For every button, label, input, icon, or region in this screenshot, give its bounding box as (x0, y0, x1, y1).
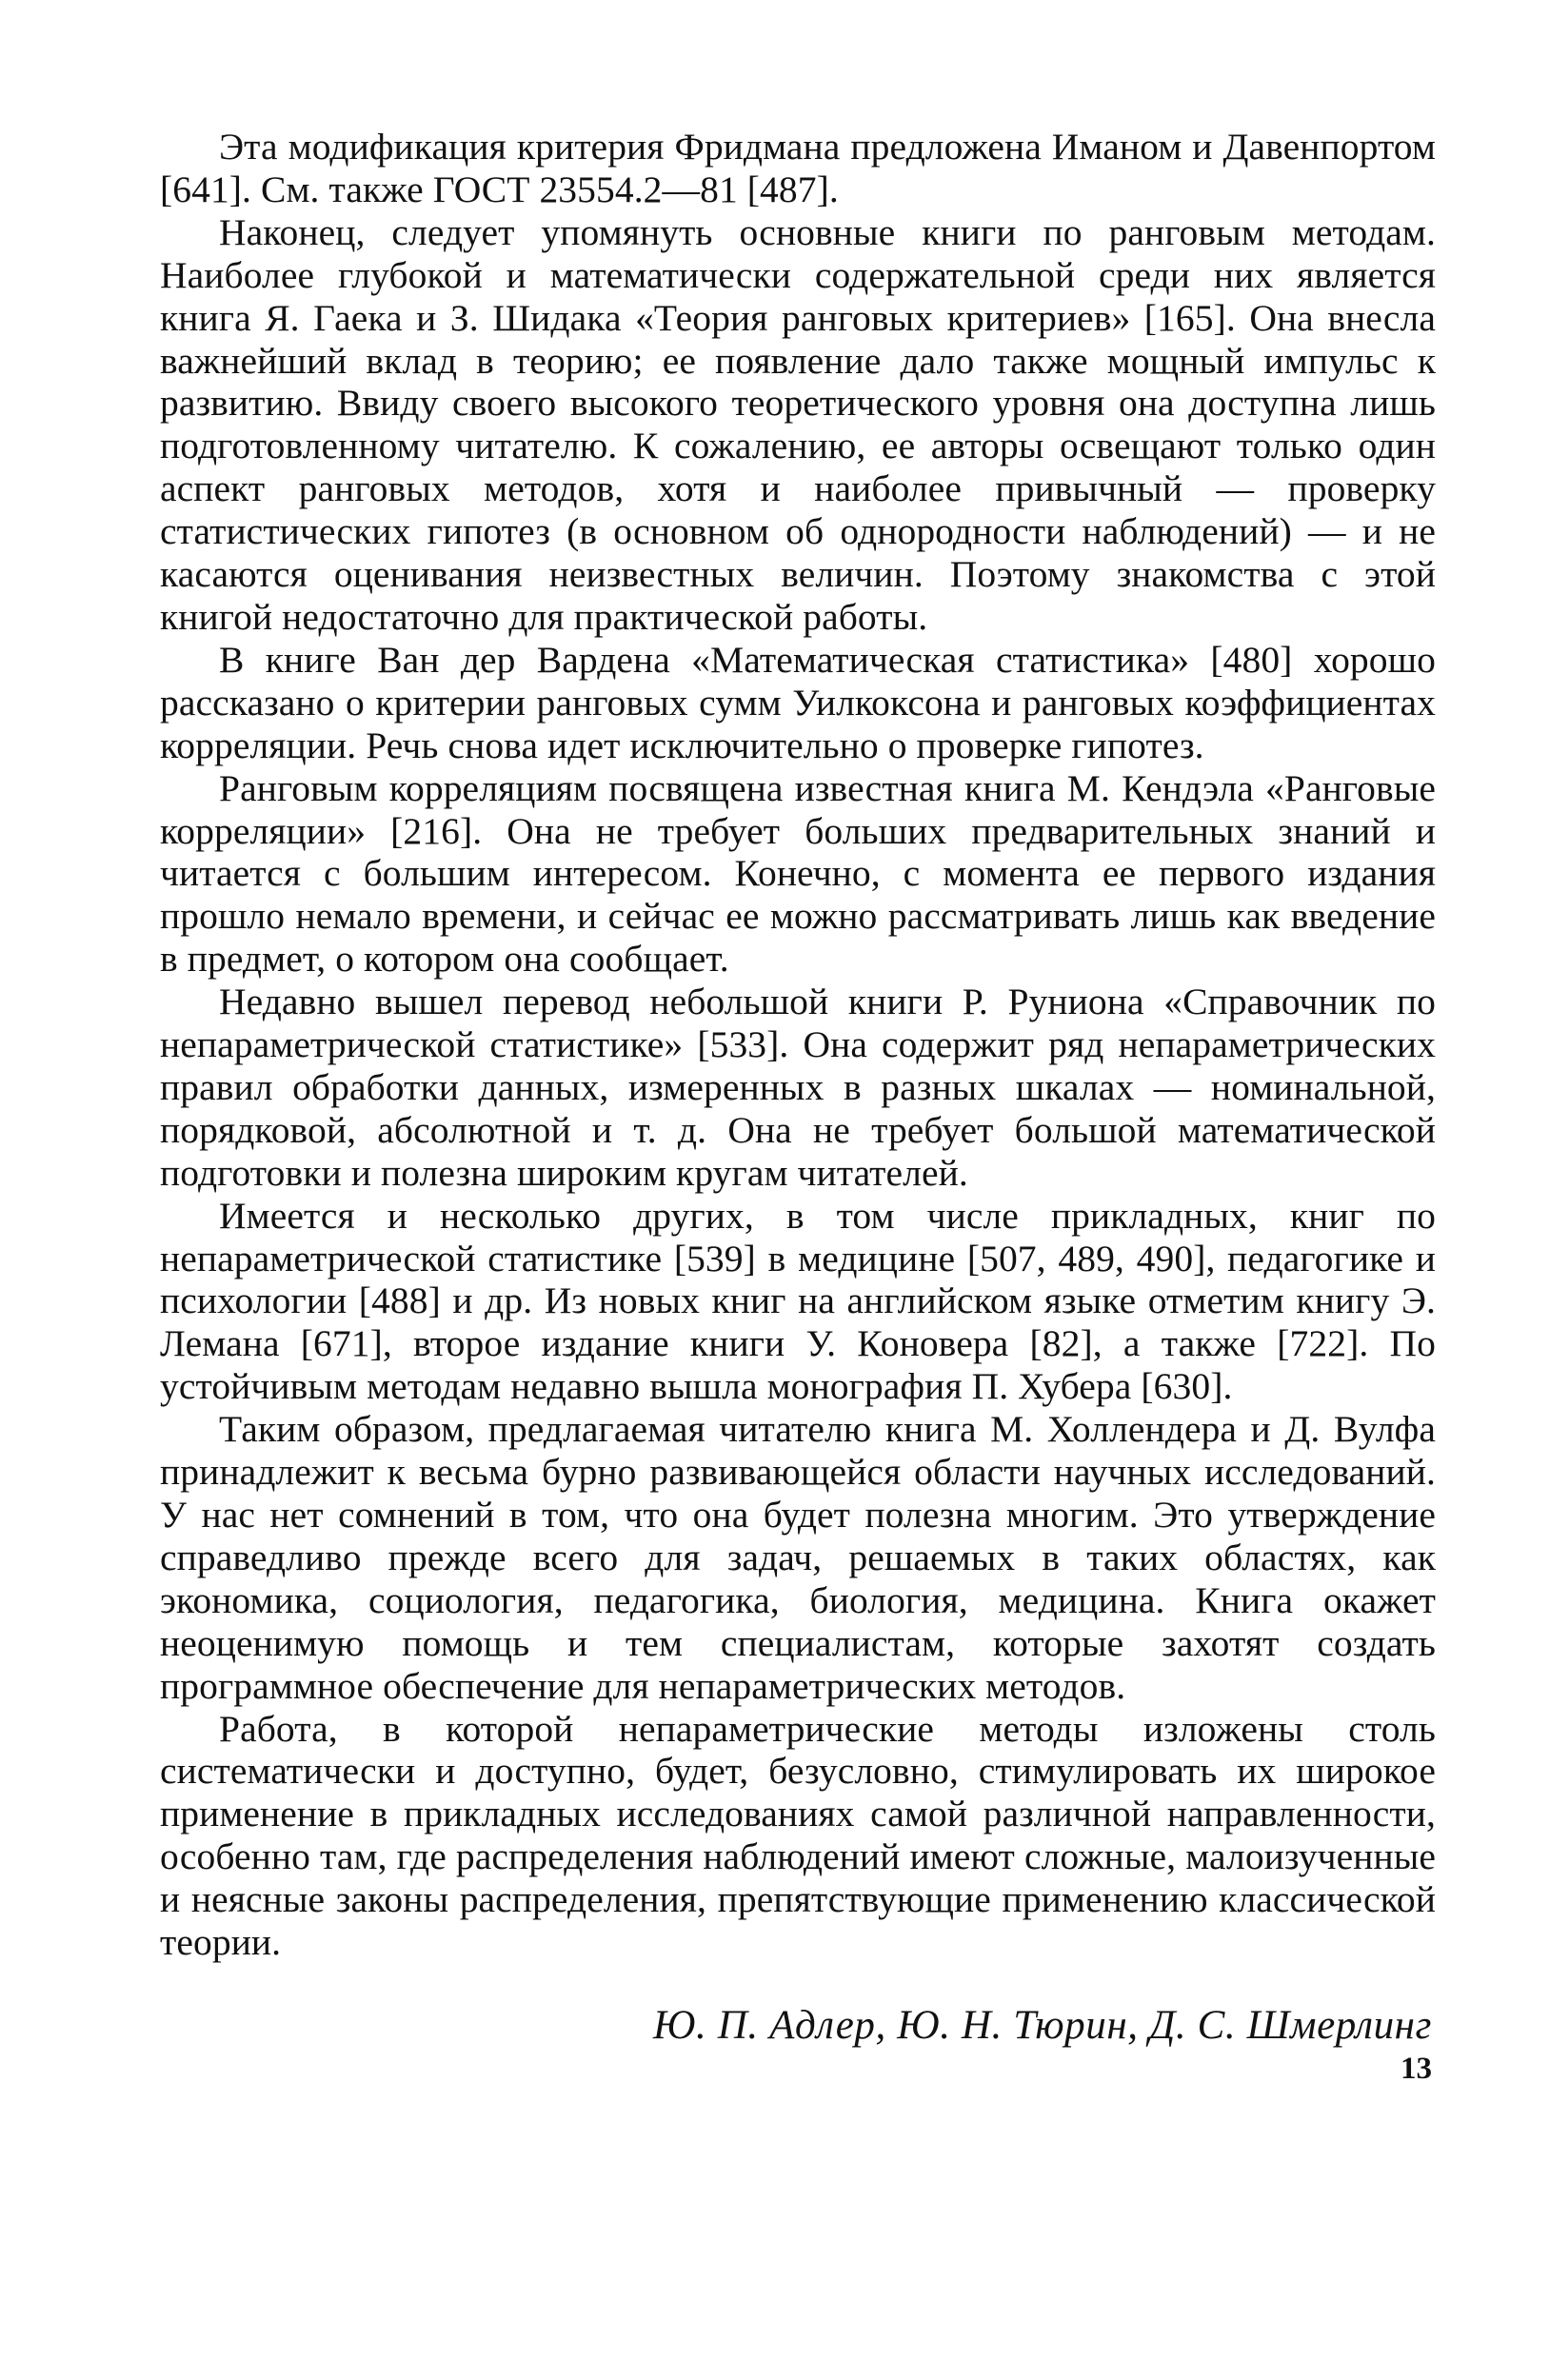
paragraph-3: В книге Ван дер Вардена «Математическая статистика» [480] хорошо рассказано о критерии ранговых сумм Уилкоксона и ранговых коэффициентах корреляции. Речь снова идет исключительно о проверке гипотез. (160, 638, 1436, 766)
page-number: 13 (1401, 2051, 1432, 2086)
paragraph-7: Таким образом, предлагаемая читателю книга М. Холлендера и Д. Вулфа принадлежит к весьма бурно развивающейся области научных исследований. У нас нет сомнений в том, что она будет полезна многим. Это утверждение справедливо прежде всего для задач, решаемых в таких областях, как экономика, социология, педагогика, биология, медицина. Книга окажет неоценимую помощь и тем специалистам, которые захотят создать программное обеспечение для непараметрических методов. (160, 1408, 1436, 1707)
paragraph-6: Имеется и несколько других, в том числе прикладных, книг по непараметрической статистике [539] в медицине [507, 489, 490], педагогике и психологии [488] и др. Из новых книг на английском языке отметим книгу Э. Лемана [671], второе издание книги У. Коновера [82], а также [722]. По устойчивым методам недавно вышла монография П. Хубера [630]. (160, 1194, 1436, 1408)
authors-signature: Ю. П. Адлер, Ю. Н. Тюрин, Д. С. Шмерлинг (653, 2002, 1432, 2048)
paragraph-4: Ранговым корреляциям посвящена известная книга М. Кендэла «Ранговые корреляции» [216]. Она не требует больших предварительных знаний и читается с большим интересом. Конечно, с момента ее первого издания прошло немало времени, и сейчас ее можно рассматривать лишь как введение в предмет, о котором она сообщает. (160, 766, 1436, 981)
paragraph-2: Наконец, следует упомянуть основные книги по ранговым методам. Наиболее глубокой и математически содержательной среди них является книга Я. Гаека и З. Шидака «Теория ранговых критериев» [165]. Она внесла важнейший вклад в теорию; ее появление дало также мощный импульс к развитию. Ввиду своего высокого теоретического уровня она доступна лишь подготовленному читателю. К сожалению, ее авторы освещают только один аспект ранговых методов, хотя и наиболее привычный — проверку статистических гипотез (в основном об однородности наблюдений) — и не касаются оценивания неизвестных величин. Поэтому знакомства с этой книгой недостаточно для практической работы. (160, 210, 1436, 638)
paragraph-1: Эта модификация критерия Фридмана предложена Иманом и Давенпортом [641]. См. также ГОСТ 23554.2—81 [487]. (160, 126, 1436, 210)
paragraph-8: Работа, в которой непараметрические методы изложены столь систематически и доступно, будет, безусловно, стимулировать их широкое применение в прикладных исследованиях самой различной направленности, особенно там, где распределения наблюдений имеют сложные, малоизученные и неясные законы распределения, препятствующие применению классической теории. (160, 1707, 1436, 1964)
paragraph-5: Недавно вышел перевод небольшой книги Р. Руниона «Справочник по непараметрической статистике» [533]. Она содержит ряд непараметрических правил обработки данных, измеренных в разных шкалах — номинальной, порядковой, абсолютной и т. д. Она не требует большой математической подготовки и полезна широким кругам читателей. (160, 981, 1436, 1194)
book-page (160, 126, 1436, 2088)
